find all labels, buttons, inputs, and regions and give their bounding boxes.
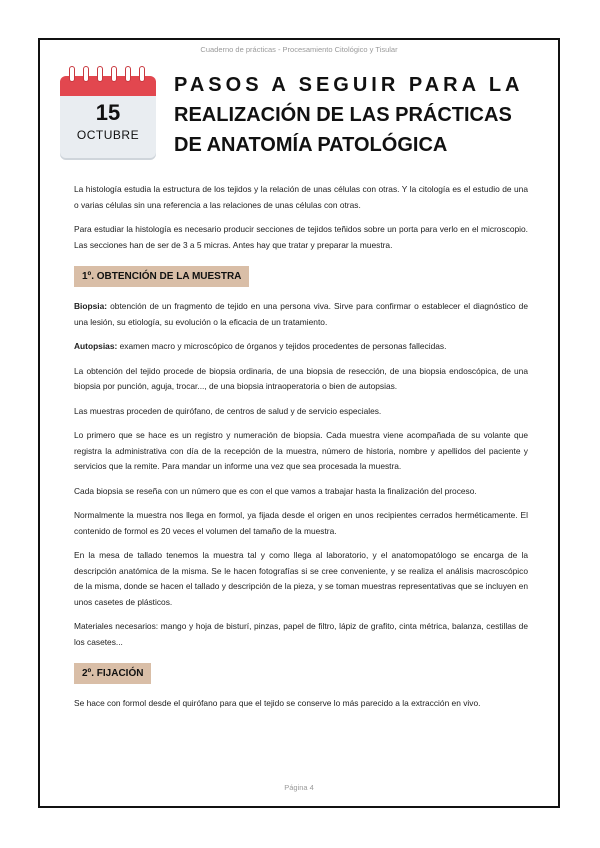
- calendar-day: 15: [95, 100, 121, 125]
- section-heading-fijacion: 2º. FIJACIÓN: [74, 663, 151, 684]
- body-paragraph: Lo primero que se hace es un registro y numeración de biopsia. Cada muestra viene acompañada de su volante que registra la administrativa con día de la recepción de la muestra, número de historia, nombre y apellidos del paciente y servicios que la remite. Para mandar un informe una vez que sea procesada la muestra.: [74, 430, 528, 471]
- calendar-month: OCTUBRE: [76, 128, 140, 142]
- title-line-2: REALIZACIÓN DE LAS PRÁCTICAS: [174, 104, 512, 126]
- body-paragraph: La obtención del tejido procede de biopsia ordinaria, de una biopsia de resección, de una biopsia endoscópica, de una biopsia por punción, aguja, trocar..., de una biopsia intraoperatoria o bien de autopsias.: [74, 365, 528, 391]
- body-paragraph: Cada biopsia se reseña con un número que es con el que vamos a trabajar hasta la finalización del proceso.: [74, 485, 477, 496]
- title-line-1: PASOS A SEGUIR PARA LA: [174, 74, 524, 96]
- body-paragraph: Normalmente la muestra nos llega en formol, ya fijada desde el origen en unos recipientes cerrados herméticamente. El contenido de formol es 20 veces el volumen del tamaño de la muestra.: [74, 510, 528, 536]
- body-paragraph: Las muestras proceden de quirófano, de centros de salud y de servicio especiales.: [74, 405, 382, 416]
- body-paragraph: Se hace con formol desde el quirófano para que el tejido se conserve lo más parecido a la extracción en vivo.: [74, 698, 481, 708]
- calendar-ring: [83, 66, 89, 82]
- biopsia-text: obtención de un fragmento de tejido en una persona viva. Sirve para confirmar o establecer el diagnóstico de una lesión, su etiología, su evolución o la eficacia de un tratamiento.: [74, 301, 528, 327]
- autopsias-text: examen macro y microscópico de órganos y tejidos procedentes de personas fallecidas.: [117, 341, 447, 351]
- autopsias-definition: [74, 339, 528, 355]
- calendar-ring: [125, 66, 131, 82]
- calendar-ring: [111, 66, 117, 82]
- page-frame: [38, 38, 560, 808]
- calendar-icon: [60, 66, 156, 158]
- calendar-ring: [139, 66, 145, 82]
- page-title: [174, 70, 544, 160]
- intro-paragraph: La histología estudia la estructura de los tejidos y la relación de unas células con otras. Y la citología es el estudio de una o varias células sin una referencia a las relaciones de unas células con otras.: [74, 184, 528, 210]
- calendar-ring: [69, 66, 75, 82]
- section-heading-obtencion: 1º. OBTENCIÓN DE LA MUESTRA: [74, 266, 249, 287]
- biopsia-definition: [74, 299, 528, 330]
- biopsia-term: Biopsia:: [74, 301, 108, 311]
- autopsias-term: Autopsias:: [74, 341, 118, 351]
- calendar-ring: [97, 66, 103, 82]
- page-number: Página 4: [284, 783, 314, 792]
- intro-paragraph: Para estudiar la histología es necesario producir secciones de tejidos teñidos sobre un porta para verlo en el microscopio. Las secciones han de ser de 3 a 5 micras. Antes hay que tratar y preparar la muestra.: [74, 224, 528, 250]
- body-paragraph: Materiales necesarios: mango y hoja de bisturí, pinzas, papel de filtro, lápiz de grafito, cinta métrica, balanza, cestillas de los casetes...: [74, 621, 528, 647]
- running-header: Cuaderno de prácticas - Procesamiento Citológico y Tisular: [200, 45, 398, 54]
- body-paragraph: En la mesa de tallado tenemos la muestra tal y como llega al laboratorio, y el anatomopatólogo se encarga de la descripción anatómica de la misma. Se le hacen fotografías si se cree conveniente, y se realiza el análisis macroscópico de la misma, donde se hacen el tallado y descripción de la pieza, y se toman muestras representativas que se incluyen en unos casetes de plásticos.: [74, 550, 528, 607]
- document-body: [74, 182, 528, 721]
- title-line-3: DE ANATOMÍA PATOLÓGICA: [174, 134, 448, 156]
